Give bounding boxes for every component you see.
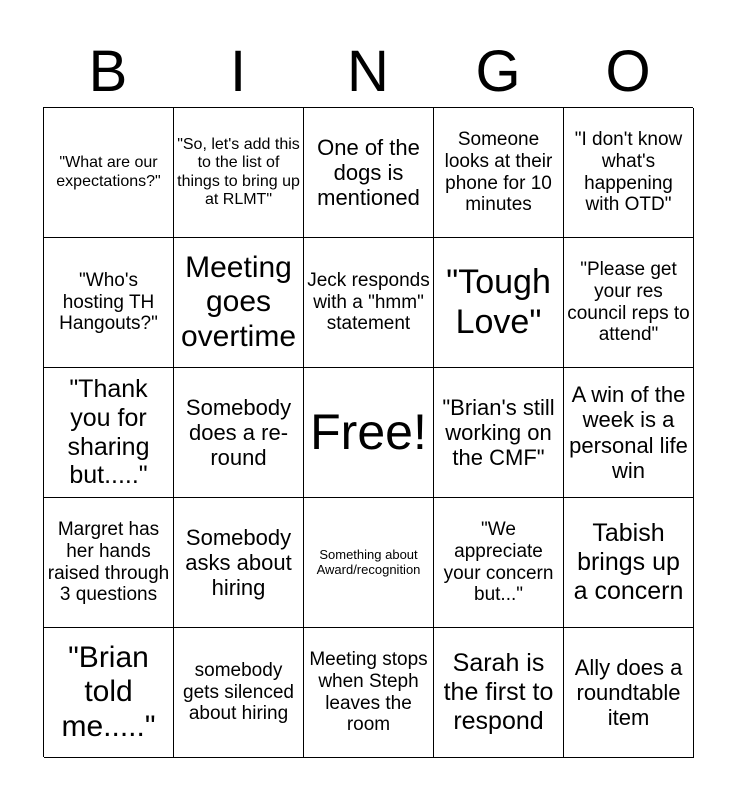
bingo-cell[interactable]: Margret has her hands raised through 3 questions bbox=[44, 498, 174, 628]
bingo-cell[interactable]: "Brian told me....." bbox=[44, 628, 174, 758]
bingo-cell[interactable]: "What are our expectations?" bbox=[44, 108, 174, 238]
bingo-cell[interactable]: "Who's hosting TH Hangouts?" bbox=[44, 238, 174, 368]
bingo-card-grid bbox=[43, 107, 693, 757]
bingo-cell[interactable]: "Tough Love" bbox=[434, 238, 564, 368]
bingo-cell[interactable]: "We appreciate your concern but..." bbox=[434, 498, 564, 628]
free-space-cell[interactable]: Free! bbox=[304, 368, 434, 498]
bingo-cell[interactable]: "Brian's still working on the CMF" bbox=[434, 368, 564, 498]
bingo-cell[interactable]: Something about Award/recognition bbox=[304, 498, 434, 628]
bingo-cell[interactable]: "So, let's add this to the list of things to bring up at RLMT" bbox=[174, 108, 304, 238]
header-letter-o: O bbox=[605, 39, 651, 104]
bingo-cell[interactable]: Tabish brings up a concern bbox=[564, 498, 694, 628]
bingo-cell[interactable]: Meeting stops when Steph leaves the room bbox=[304, 628, 434, 758]
bingo-cell[interactable]: Somebody asks about hiring bbox=[174, 498, 304, 628]
bingo-cell[interactable]: somebody gets silenced about hiring bbox=[174, 628, 304, 758]
header-letter-i: I bbox=[229, 39, 247, 104]
bingo-cell[interactable]: "Please get your res council reps to attend" bbox=[564, 238, 694, 368]
bingo-cell[interactable]: "Thank you for sharing but....." bbox=[44, 368, 174, 498]
bingo-cell[interactable]: One of the dogs is mentioned bbox=[304, 108, 434, 238]
bingo-cell[interactable]: Ally does a roundtable item bbox=[564, 628, 694, 758]
bingo-cell[interactable]: Somebody does a re-round bbox=[174, 368, 304, 498]
header-letter-g: G bbox=[475, 39, 521, 104]
bingo-cell[interactable]: Someone looks at their phone for 10 minutes bbox=[434, 108, 564, 238]
bingo-cell[interactable]: A win of the week is a personal life win bbox=[564, 368, 694, 498]
bingo-cell[interactable]: Jeck responds with a "hmm" statement bbox=[304, 238, 434, 368]
bingo-header bbox=[43, 38, 693, 106]
header-letter-n: N bbox=[347, 39, 389, 104]
bingo-cell[interactable]: Sarah is the first to respond bbox=[434, 628, 564, 758]
bingo-cell[interactable]: Meeting goes overtime bbox=[174, 238, 304, 368]
header-letter-b: B bbox=[88, 39, 128, 104]
bingo-cell[interactable]: "I don't know what's happening with OTD" bbox=[564, 108, 694, 238]
